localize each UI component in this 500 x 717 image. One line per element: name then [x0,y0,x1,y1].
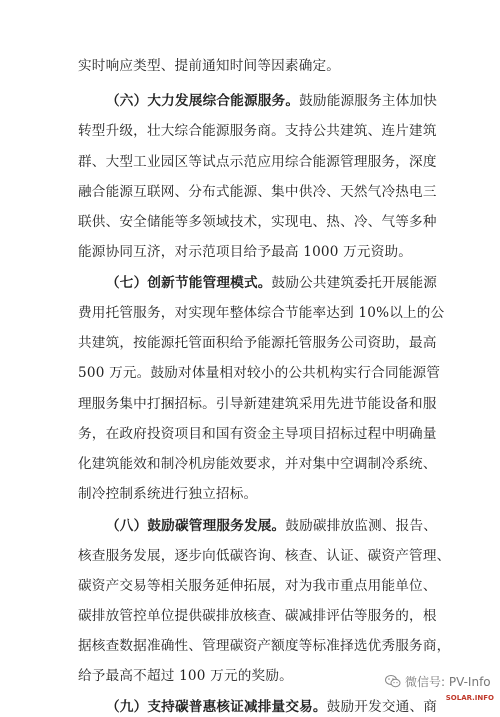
paragraph-line: 联供、安全储能等多领域技术，实现电、热、冷、气等多种 [78,214,437,230]
paragraph-line: 务，在政府投资项目和国有资金主导项目招标过程中明确量 [78,426,437,442]
paragraph-line: 化建筑能效和制冷机房能效要求，并对集中空调制冷系统、 [78,456,437,472]
paragraph-text: 鼓励公共建筑委托开展能源 [271,275,438,291]
paragraph-line: 能源协同互济，对示范项目给予最高 1000 万元资助。 [78,244,413,260]
paragraph-line: 群、大型工业园区等试点示范应用综合能源管理服务，深度 [78,154,437,170]
section-heading-nine [106,697,438,717]
section-heading-eight [106,516,438,536]
heading-number: （七） [106,275,148,291]
heading-number: （六） [106,93,148,109]
heading-number: （八） [106,518,148,534]
paragraph-line: 转型升级，壮大综合能源服务商。支持公共建筑、连片建筑 [78,123,437,139]
paragraph-line: 制冷控制系统进行独立招标。 [78,486,258,502]
paragraph-line: 费用托管服务，对实现年整体综合节能率达到 10%以上的公 [78,305,445,321]
paragraph-text: 鼓励开发交通、商 [326,699,438,715]
wechat-icon [385,675,401,688]
watermark-text: 微信号: PV-Info [405,675,491,689]
paragraph-line: 共建筑，按能源托管面积给予能源托管服务公司资助，最高 [78,335,437,351]
heading-title: 创新节能管理模式。 [147,275,272,291]
heading-title: 支持碳普惠核证减排量交易。 [147,699,327,715]
paragraph-line: 据核查数据准确性、管理碳资产额度等标准择选优秀服务商， [78,638,451,654]
paragraph-line: 500 万元。鼓励对体量相对较小的公共机构实行合同能源管 [78,365,441,381]
corner-watermark: SOLAR.INFO [445,694,494,702]
paragraph-line: 给予最高不超过 100 万元的奖励。 [78,668,293,684]
paragraph-line: 理服务集中打捆招标。引导新建建筑采用先进节能设备和服 [78,396,437,412]
watermark [385,673,491,690]
heading-number: （九） [106,699,148,715]
paragraph-text: 鼓励能源服务主体加快 [299,93,438,109]
section-heading-seven [106,273,438,293]
heading-title: 鼓励碳管理服务发展。 [147,518,286,534]
section-heading-six [106,91,438,111]
heading-title: 大力发展综合能源服务。 [147,93,300,109]
paragraph-line: 碳资产交易等相关服务延伸拓展，对为我市重点用能单位、 [78,578,437,594]
paragraph-line: 融合能源互联网、分布式能源、集中供冷、天然气冷热电三 [78,184,437,200]
paragraph-line: 碳排放管控单位提供碳排放核查、碳减排评估等服务的，根 [78,608,437,624]
paragraph-line: 实时响应类型、提前通知时间等因素确定。 [78,58,341,74]
paragraph-text: 鼓励碳排放监测、报告、 [285,518,438,534]
paragraph-line: 核查服务发展，逐步向低碳咨询、核查、认证、碳资产管理、 [78,548,451,564]
